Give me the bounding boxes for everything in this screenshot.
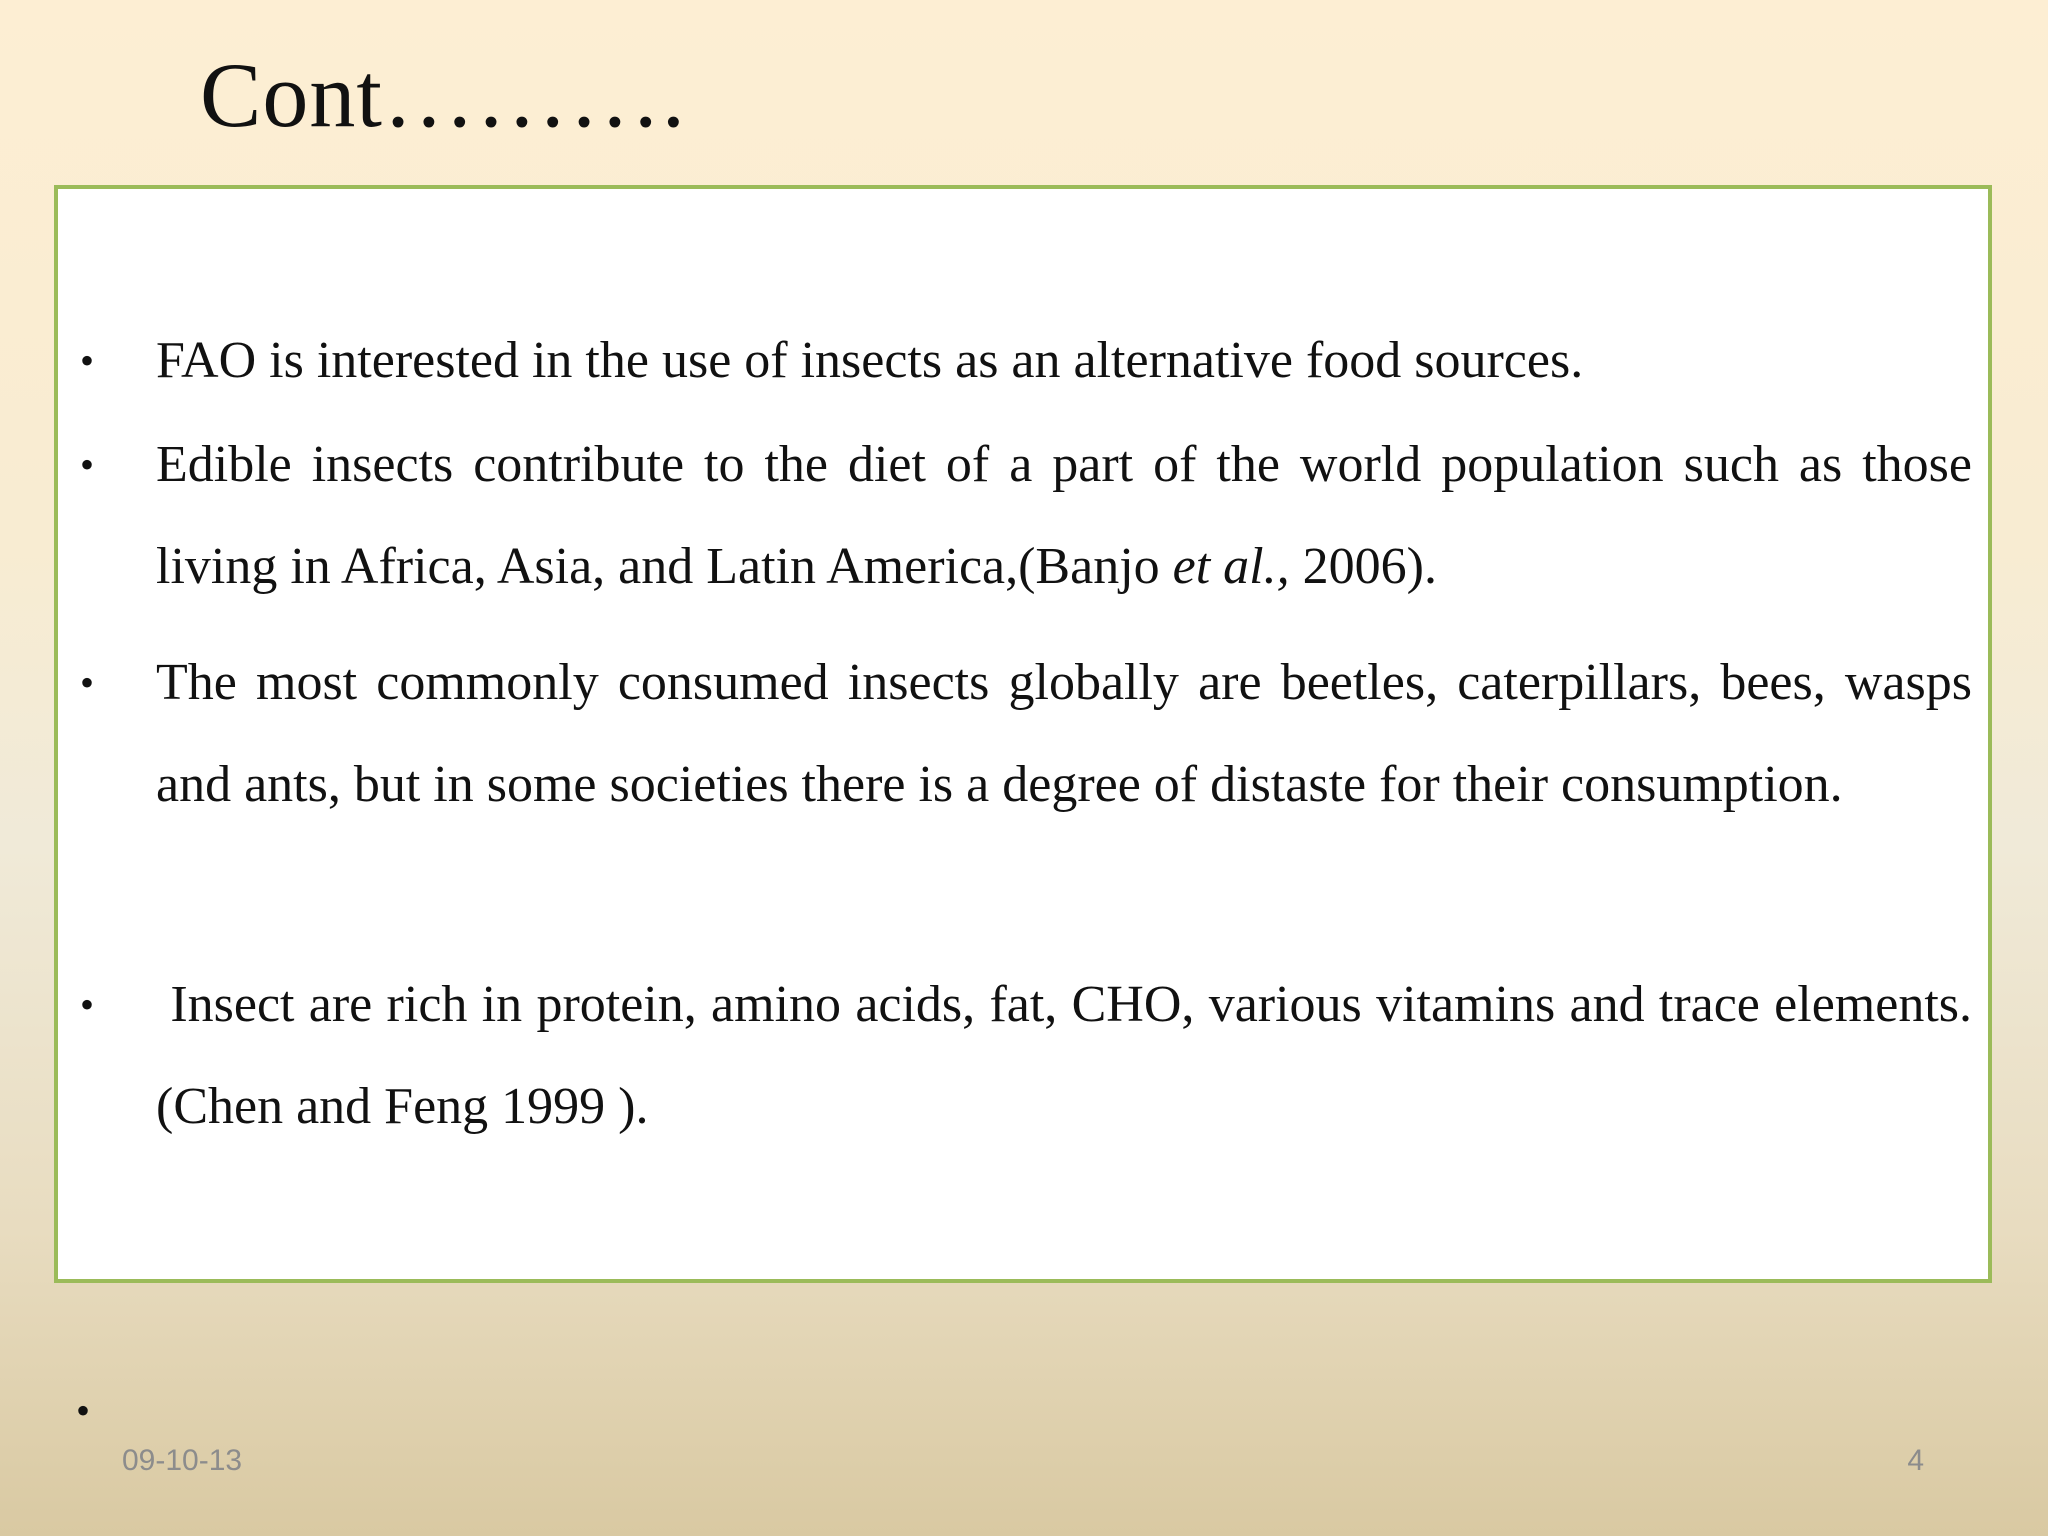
bullet-text-main: Edible insects contribute to the diet of a part of the world population such as those living in Africa, Asia, and Latin America,(Banjo bbox=[156, 436, 1972, 595]
page-number: 4 bbox=[1907, 1444, 1924, 1477]
bullet-dot-icon: • bbox=[80, 442, 95, 487]
content-box bbox=[54, 185, 1992, 1283]
slide-title: Cont………. bbox=[200, 44, 686, 146]
citation-italic: et al., bbox=[1172, 538, 1290, 595]
bullet-dot-icon: • bbox=[80, 338, 95, 383]
bullet-text: The most commonly consumed insects globally are beetles, caterpillars, bees, wasps and ants, but in some societies there is a degree of distaste for their consumption. bbox=[156, 654, 1972, 813]
bullet-dot-icon: • bbox=[80, 982, 95, 1027]
bullet-text bbox=[156, 414, 1972, 618]
bullet-text-end: 2006). bbox=[1289, 538, 1437, 595]
footer-date: 09-10-13 bbox=[122, 1444, 243, 1477]
bullet-text: Insect are rich in protein, amino acids, fat, CHO, various vitamins and trace elements. (Chen and Feng 1999 ). bbox=[156, 976, 1986, 1135]
empty-bullet-icon: • bbox=[76, 1388, 91, 1433]
bullet-dot-icon: • bbox=[80, 660, 95, 705]
bullet-text: FAO is interested in the use of insects as an alternative food sources. bbox=[156, 332, 1584, 389]
